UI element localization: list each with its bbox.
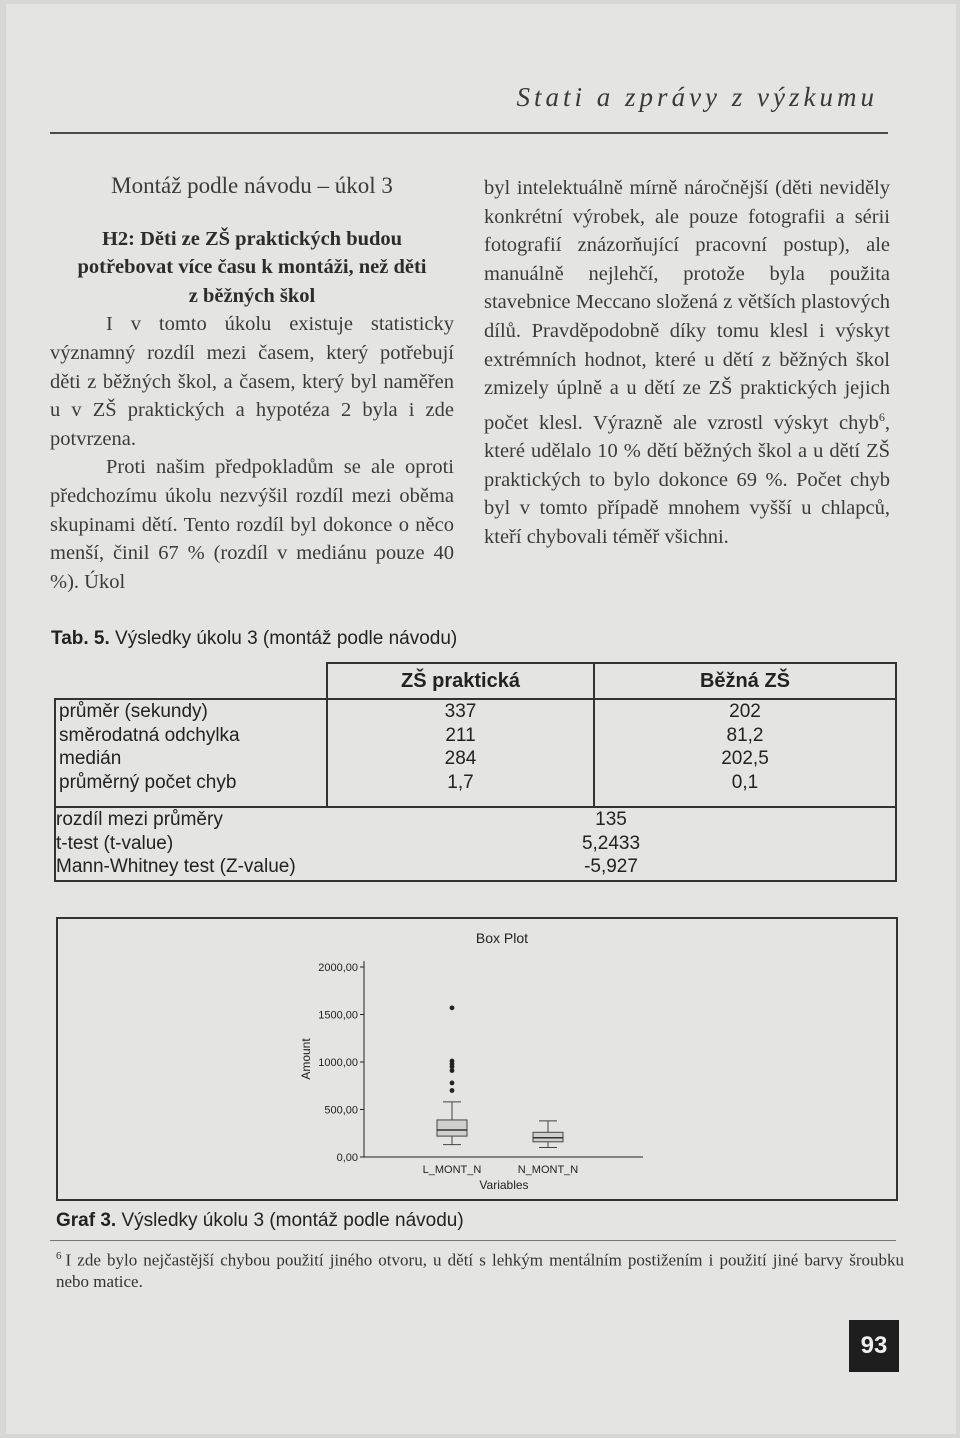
outlier-point [450,1088,455,1093]
paragraph-text: , které udělalo 10 % dětí běžných škol a u dětí ZŠ praktických to bylo dokonce 69 %. Počet chyb byl v tomto případě mnohem vyšší u chlapců, kteří chybovali téměř všichni. [484,411,890,548]
footnote-rule [50,1240,896,1241]
running-head: Stati a zprávy z výzkumu [516,82,878,112]
box-plot-frame [56,917,898,1201]
x-axis-label: Variables [479,1178,529,1192]
footnote [56,1246,904,1293]
x-category-label: L_MONT_N [422,1164,482,1176]
diff-values-cell [327,807,896,881]
box [437,1120,467,1136]
page [6,4,956,1434]
row-label: průměrný počet chyb [59,771,237,793]
bezna-zs-values [594,699,896,807]
footnote-mark: 6 [56,1250,62,1262]
table-value: -5,927 [584,856,638,877]
hypothesis-heading [50,225,454,311]
table-caption-label: Tab. 5. [51,628,110,649]
y-axis-label: Amount [299,1038,313,1080]
table-value: 81,2 [726,724,764,746]
paragraph: I v tomto úkolu existuje statisticky významný rozdíl mezi časem, který potřebují děti z běžných škol, a časem, který byl naměřen u v ZŠ praktických a hypotéza 2 byla i zde potvrzena. [50,313,454,450]
x-category-label: N_MONT_N [517,1164,579,1176]
graph-caption [56,1210,464,1232]
paragraph-text: byl intelektuálně mírně náročnější (děti neviděly konkrétní výrobek, ale pouze fotografii a sérii fotografií znázorňující pracovní postup), ale manuálně nejlehčí, protože byla použita stavebnice Meccano složená z větších plastových dílů. Pravděpodobně díky tomu klesl i výskyt extrémních hodnot, které u dětí z běžných škol zmizely úplně a u dětí ze ZŠ praktických jejich počet klesl. Výrazně ale vzrostl výskyt chyb [484,177,890,434]
table-header-row [55,663,896,699]
box [533,1132,563,1142]
zs-prakticka-values [327,699,594,807]
outlier-point [450,1081,455,1086]
outlier-point [450,1059,455,1064]
table-row [55,699,896,807]
paragraph [484,174,890,552]
outlier-point [450,1005,455,1010]
table-value: 284 [444,748,477,769]
table-caption-text: Výsledky úkolu 3 (montáž podle návodu) [109,628,458,649]
table-caption [51,628,457,650]
graph-caption-label: Graf 3. [56,1210,117,1231]
table-value: 5,2433 [581,832,641,854]
row-labels-cell [55,699,327,807]
table-value: 211 [445,724,476,746]
hypothesis-line: potřebovat více času k montáži, než děti [77,256,427,279]
footnote-marker: 6 [878,409,885,424]
table-value: 202,5 [721,748,769,769]
box-plot [58,919,896,1199]
section-subheading: Montáž podle návodu – úkol 3 [111,173,393,198]
row-label: t-test (t-value) [56,832,174,854]
y-tick-label: 2000,00 [318,962,358,974]
header-cell: ZŠ praktická [327,663,594,699]
diff-labels-cell [55,807,327,881]
hypothesis-line: z běžných škol [188,284,316,307]
graph-caption-text: Výsledky úkolu 3 (montáž podle návodu) [116,1210,464,1231]
row-label: směrodatná odchylka [59,724,240,746]
header-cell-empty [55,663,327,699]
table-value: 337 [444,701,477,722]
header-rule [50,132,888,134]
y-tick-label: 0,00 [336,1152,358,1164]
paragraph: Proti našim předpokladům se ale oproti předchozímu úkolu nezvýšil rozdíl mezi oběma skupinami dětí. Tento rozdíl byl dokonce o něco menší, činil 67 % (rozdíl v mediánu pouze 40 %). Úkol [50,456,454,593]
row-label: rozdíl mezi průměry [56,809,223,830]
hypothesis-line: H2: Děti ze ZŠ praktických budou [101,227,403,250]
table-value: 135 [595,809,627,830]
left-column [50,172,454,596]
table-value: 1,7 [447,771,474,793]
table-value: 0,1 [731,771,759,793]
row-label: medián [59,748,122,769]
results-table [54,662,897,882]
header-cell: Běžná ZŠ [594,663,896,699]
table-value: 202 [729,701,761,722]
right-column [484,174,890,552]
row-label: průměr (sekundy) [59,701,208,722]
table-row [55,807,896,881]
y-tick-label: 1500,00 [318,1009,358,1022]
footnote-text: I zde bylo nejčastější chybou použití jiného otvoru, u dětí s lehkým mentálním postižením i použití jiné barvy šroubku nebo matice. [56,1250,904,1292]
y-tick-label: 500,00 [324,1104,358,1117]
y-tick-label: 1000,00 [318,1057,358,1069]
page-number: 93 [849,1320,899,1372]
chart-title: Box Plot [475,930,529,946]
row-label: Mann-Whitney test (Z-value) [56,856,296,877]
